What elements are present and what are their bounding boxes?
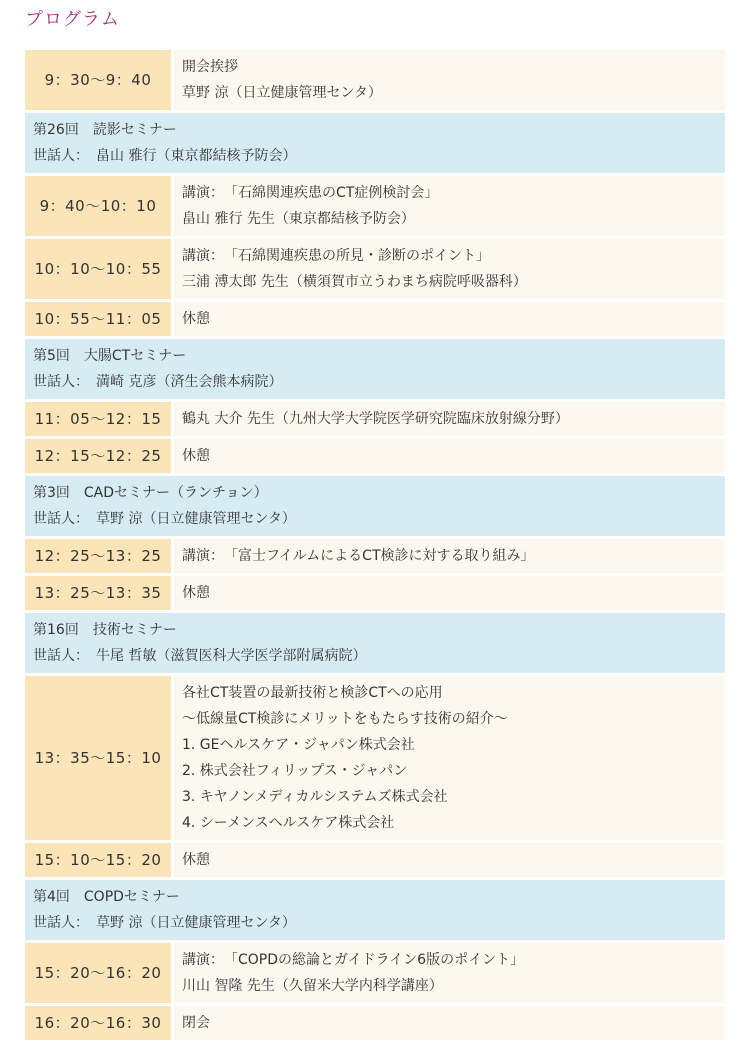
presenter-item: 4. シーメンスヘルスケア株式会社 [182,815,395,831]
session-time: 12：15〜12：25 [25,439,174,473]
session-speaker: 三浦 溥太郎 先生（横須賀市立うわまち病院呼吸器科） [182,274,527,290]
session-content: 閉会 [174,1006,725,1040]
seminar-host: 世話人： 牛尾 哲敏（滋賀医科大学医学部附属病院） [33,648,367,664]
program-row [25,539,725,573]
seminar-title: 第3回 CADセミナー（ランチョン） [33,485,268,501]
session-content [174,239,725,299]
session-content [174,943,725,1003]
seminar-host: 世話人： 畠山 雅行（東京都結核予防会） [33,148,297,164]
seminar-header-copd [25,880,725,940]
presenter-item: 3. キヤノンメディカルシステムズ株式会社 [182,789,448,805]
program-row [25,402,725,436]
seminar-info [25,339,725,399]
seminar-host: 世話人： 満崎 克彦（済生会熊本病院） [33,374,283,390]
presenter-item: 1. GEヘルスケア・ジャパン株式会社 [182,737,415,753]
session-time: 10：10〜10：55 [25,239,174,299]
session-time: 9：40〜10：10 [25,176,174,236]
seminar-header-reading [25,113,725,173]
session-title: 講演： 「COPDの総論とガイドライン6版のポイント」 [182,952,525,968]
seminar-title: 第16回 技術セミナー [33,622,177,638]
seminar-title: 第5回 大腸CTセミナー [33,348,187,364]
seminar-header-technology [25,613,725,673]
session-time: 15：10〜15：20 [25,843,174,877]
program-row-closing [25,1006,725,1040]
program-table [25,47,725,1043]
session-time: 9：30〜9：40 [25,50,174,110]
seminar-header-cad [25,476,725,536]
seminar-title: 第4回 COPDセミナー [33,889,180,905]
session-time: 11：05〜12：15 [25,402,174,436]
program-row-break [25,576,725,610]
presenter-item: 2. 株式会社フィリップス・ジャパン [182,763,408,779]
session-speaker: 草野 涼（日立健康管理センタ） [182,85,382,101]
seminar-host: 世話人： 草野 涼（日立健康管理センタ） [33,915,296,931]
session-title: 講演： 「石綿関連疾患のCT症例検討会」 [182,185,439,201]
program-row-break [25,439,725,473]
program-row [25,676,725,840]
seminar-info [25,880,725,940]
seminar-title: 第26回 読影セミナー [33,122,177,138]
seminar-host: 世話人： 草野 涼（日立健康管理センタ） [33,511,296,527]
session-content: 休憩 [174,439,725,473]
session-time: 16：20〜16：30 [25,1006,174,1040]
seminar-info [25,476,725,536]
session-title: 講演： 「石綿関連疾患の所見・診断のポイント」 [182,248,490,264]
session-title: 各社CT装置の最新技術と検診CTへの応用 [182,685,443,701]
session-content: 鶴丸 大介 先生（九州大学大学院医学研究院臨床放射線分野） [174,402,725,436]
session-content: 休憩 [174,576,725,610]
session-speaker: 川山 智隆 先生（久留米大学内科学講座） [182,978,443,994]
program-row-break [25,843,725,877]
session-time: 15：20〜16：20 [25,943,174,1003]
seminar-header-colon-ct [25,339,725,399]
program-row-opening [25,50,725,110]
program-row [25,943,725,1003]
session-title: 開会挨拶 [182,59,238,75]
session-content: 休憩 [174,302,725,336]
session-content [174,50,725,110]
program-row [25,176,725,236]
session-content: 休憩 [174,843,725,877]
program-row [25,239,725,299]
session-content: 講演： 「富士フイルムによるCT検診に対する取り組み」 [174,539,725,573]
session-time: 10：55〜11：05 [25,302,174,336]
program-row-break [25,302,725,336]
session-speaker: 畠山 雅行 先生（東京都結核予防会） [182,211,415,227]
session-time: 13：35〜15：10 [25,676,174,840]
session-content [174,676,725,840]
seminar-info [25,613,725,673]
seminar-info [25,113,725,173]
session-time: 12：25〜13：25 [25,539,174,573]
session-time: 13：25〜13：35 [25,576,174,610]
session-subtitle: 〜低線量CT検診にメリットをもたらす技術の紹介〜 [182,711,508,727]
session-content [174,176,725,236]
page-title: プログラム [25,9,120,30]
